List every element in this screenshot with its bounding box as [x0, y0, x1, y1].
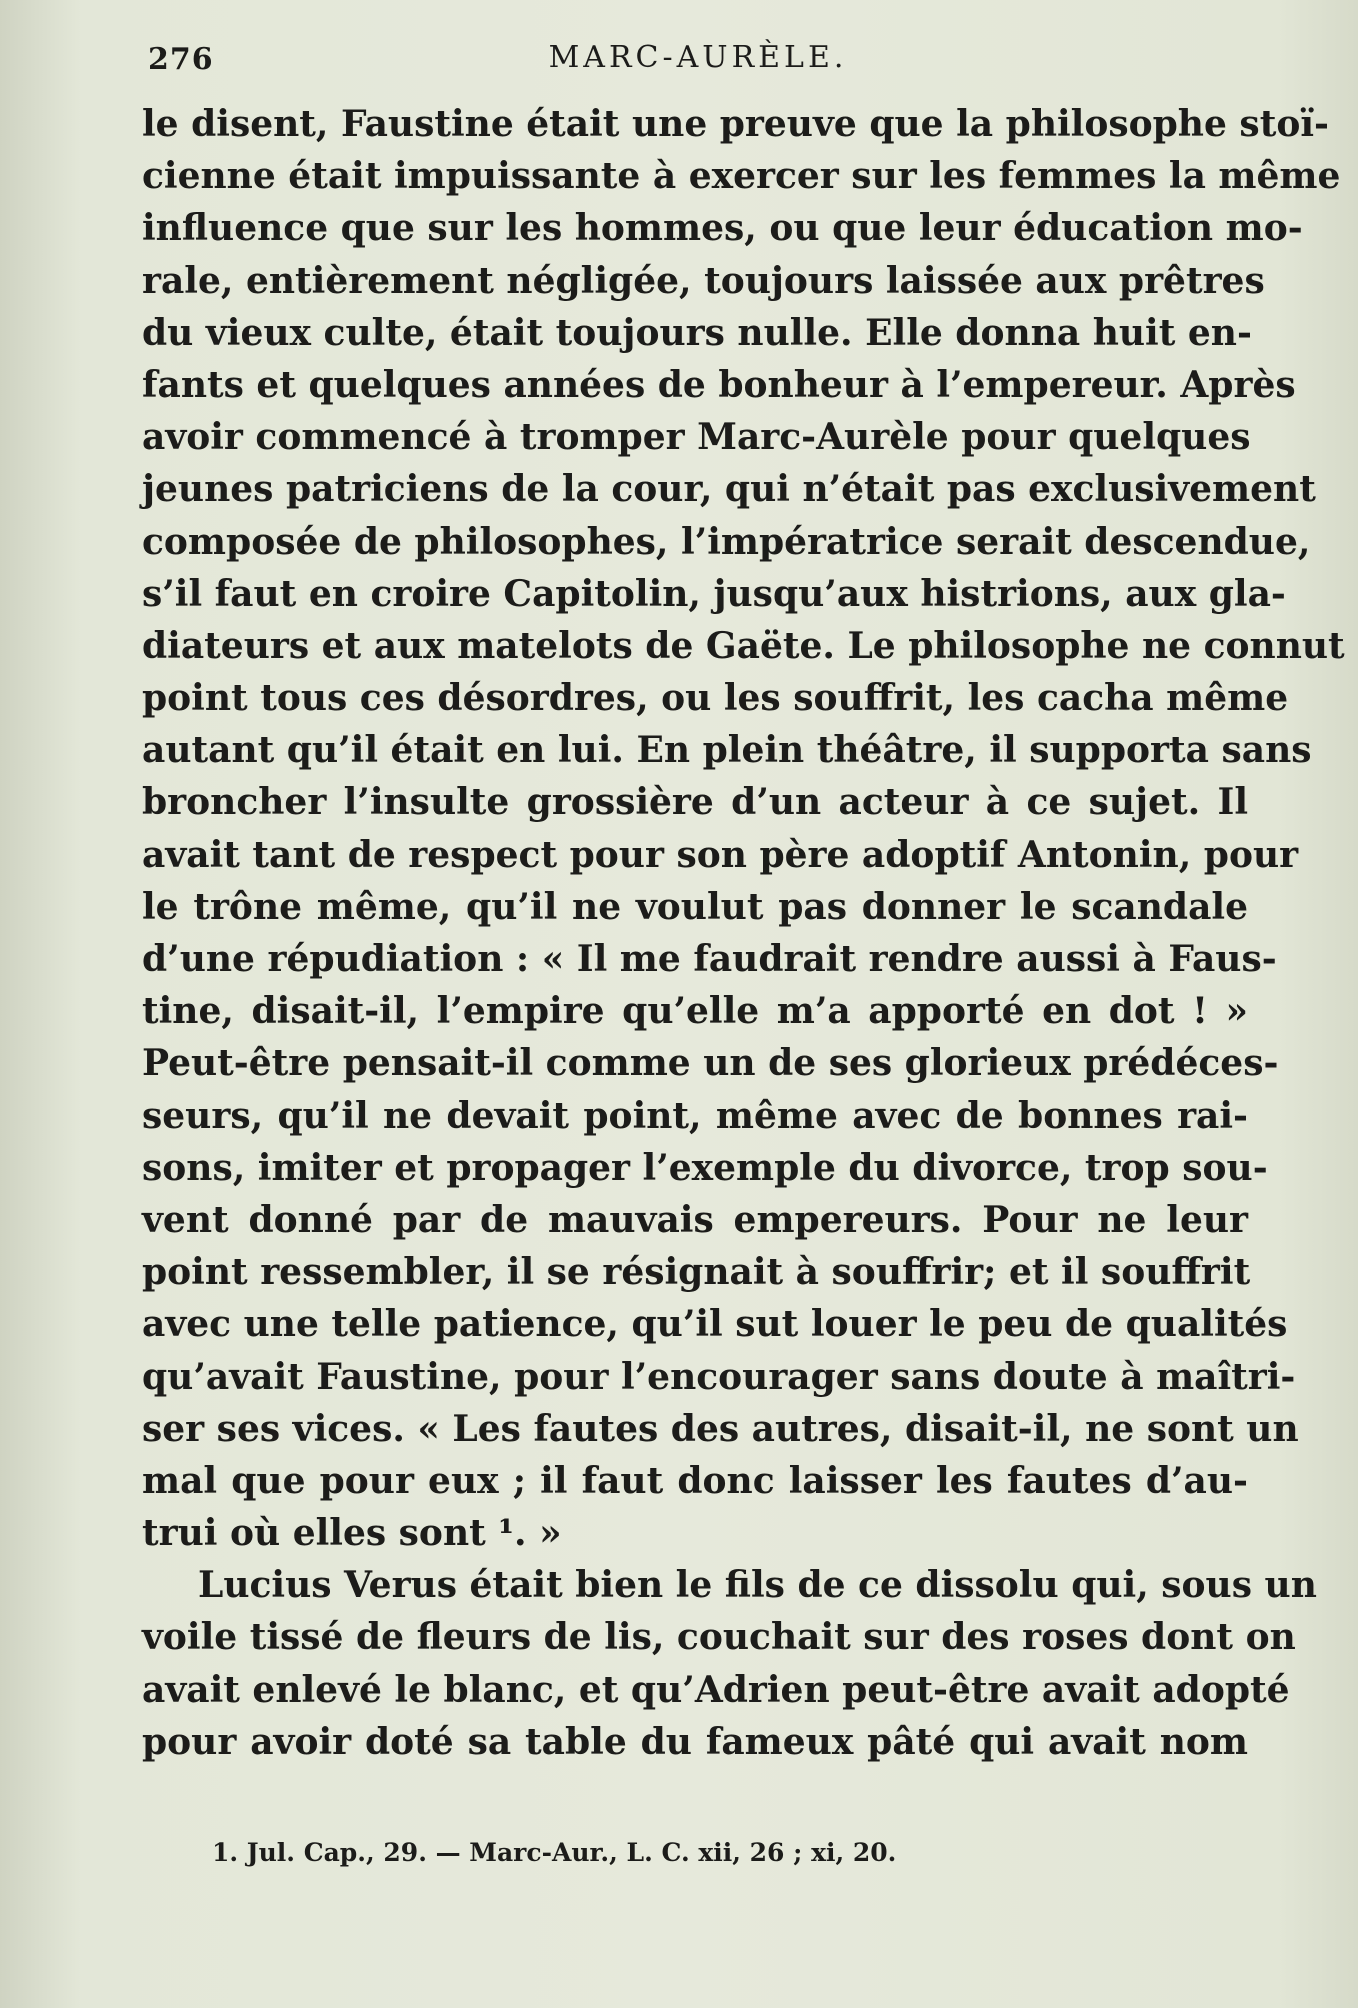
text-line: fants et quelques années de bonheur à l’empereur. Après	[142, 363, 1296, 406]
text-line: broncher l’insulte grossière d’un acteur à ce sujet. Il	[142, 781, 1248, 824]
text-line: s’il faut en croire Capitolin, jusqu’aux histrions, aux gla-	[142, 572, 1286, 615]
text-line: point ressembler, il se résignait à souffrir; et il souffrit	[142, 1251, 1251, 1294]
text-line: le disent, Faustine était une preuve que la philosophe stoï-	[142, 103, 1329, 145]
running-head	[148, 34, 1248, 84]
text-line: qu’avait Faustine, pour l’encourager sans doute à maîtri-	[142, 1355, 1296, 1398]
text-line: avoir commencé à tromper Marc-Aurèle pour quelques	[142, 416, 1251, 459]
paragraph-end-line: trui où elles sont ¹. »	[142, 1512, 562, 1555]
text-line: ser ses vices. « Les fautes des autres, disait-il, ne sont un	[142, 1407, 1299, 1450]
text-line: rale, entièrement négligée, toujours laissée aux prêtres	[142, 259, 1265, 302]
text-line: Peut-être pensait-il comme un de ses glorieux prédéces-	[142, 1042, 1279, 1085]
text-line: vent donné par de mauvais empereurs. Pour ne leur	[142, 1198, 1248, 1241]
running-title: MARC-AURÈLE.	[548, 40, 848, 75]
text-line: tine, disait-il, l’empire qu’elle m’a apporté en dot ! »	[142, 990, 1248, 1033]
text-line: seurs, qu’il ne devait point, même avec de bonnes rai-	[142, 1094, 1248, 1137]
text-line: pour avoir doté sa table du fameux pâté qui avait nom	[142, 1720, 1248, 1763]
text-line: du vieux culte, était toujours nulle. Elle donna huit en-	[142, 311, 1252, 354]
text-line: influence que sur les hommes, ou que leur éducation mo-	[142, 207, 1303, 250]
text-line: point tous ces désordres, ou les souffrit, les cacha même	[142, 677, 1289, 720]
text-line: composée de philosophes, l’impératrice serait descendue,	[142, 520, 1311, 563]
text-line: avec une telle patience, qu’il sut louer le peu de qualités	[142, 1303, 1288, 1346]
text-line: diateurs et aux matelots de Gaëte. Le philosophe ne connut	[142, 624, 1345, 667]
text-line: cienne était impuissante à exercer sur les femmes la même	[142, 155, 1341, 198]
text-line: mal que pour eux ; il faut donc laisser les fautes d’au-	[142, 1459, 1248, 1502]
paragraph-start-line: Lucius Verus était bien le fils de ce dissolu qui, sous un	[198, 1564, 1317, 1607]
body-text	[142, 98, 1345, 1768]
text-line: le trône même, qu’il ne voulut pas donner le scandale	[142, 885, 1248, 928]
text-line: d’une répudiation : « Il me faudrait rendre aussi à Faus-	[142, 938, 1277, 980]
text-line: avait tant de respect pour son père adoptif Antonin, pour	[142, 833, 1299, 876]
text-line: jeunes patriciens de la cour, qui n’était pas exclusivement	[142, 468, 1316, 511]
page-number: 276	[148, 42, 214, 77]
text-line: voile tissé de fleurs de lis, couchait sur des roses dont on	[142, 1616, 1296, 1659]
text-line: avait enlevé le blanc, et qu’Adrien peut-être avait adopté	[142, 1668, 1290, 1711]
text-line: sons, imiter et propager l’exemple du divorce, trop sou-	[142, 1146, 1268, 1189]
text-line: autant qu’il était en lui. En plein théâtre, il supporta sans	[142, 729, 1312, 772]
footnote: 1. Jul. Cap., 29. — Marc-Aur., L. C. xii, 26 ; xi, 20.	[212, 1838, 897, 1867]
